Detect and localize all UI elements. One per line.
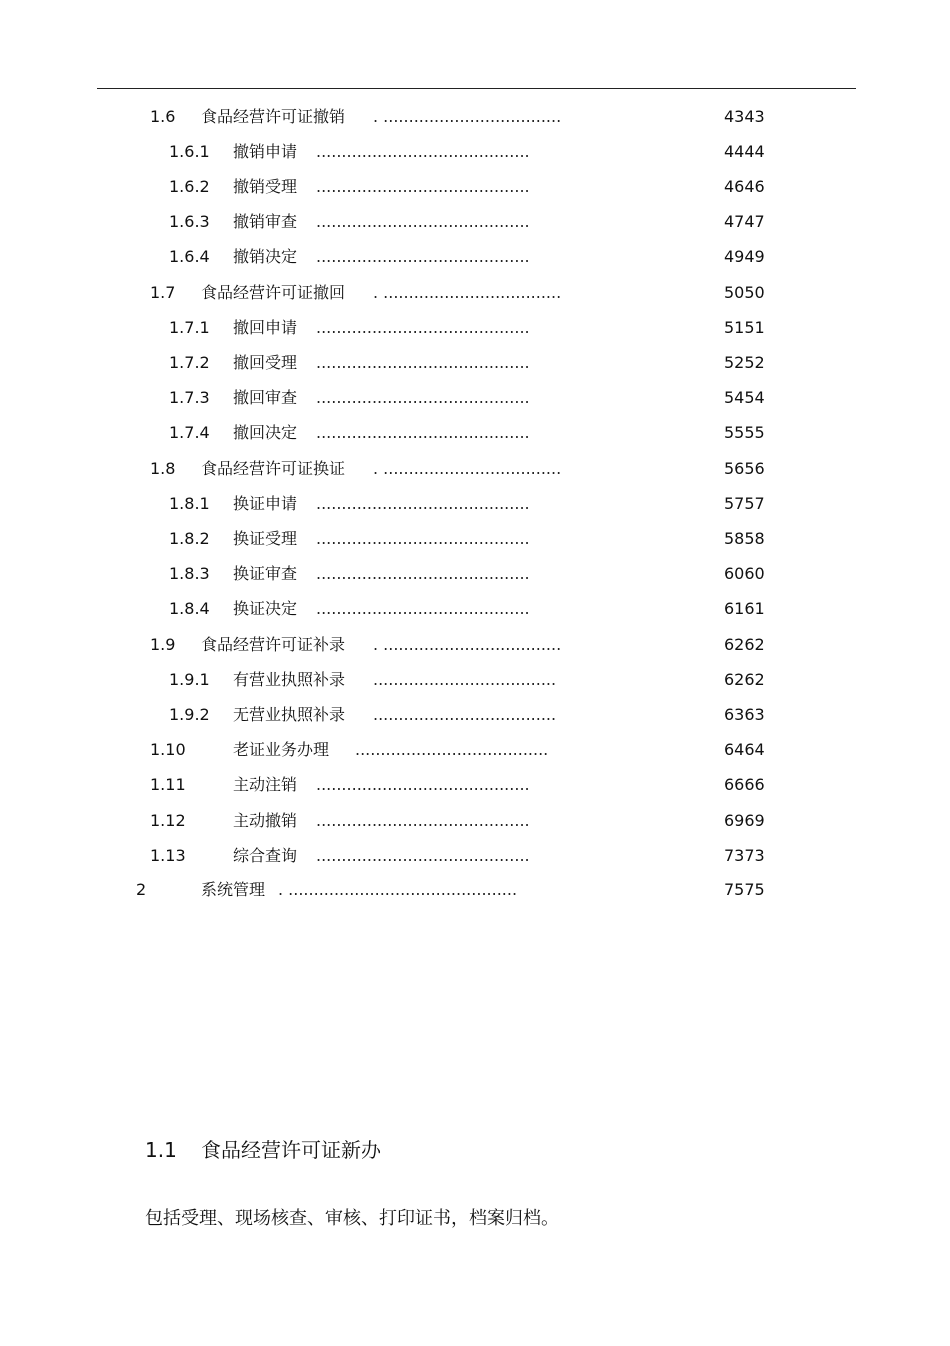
toc-page: 6363 <box>724 705 765 724</box>
toc-entry[interactable] <box>0 492 950 516</box>
toc-page: 6666 <box>724 775 765 794</box>
toc-number: 1.7.2 <box>169 353 210 372</box>
toc-entry[interactable] <box>0 386 950 410</box>
toc-page: 5151 <box>724 318 765 337</box>
toc-title: 换证决定 <box>233 599 298 618</box>
toc-title: 换证审查 <box>233 564 298 583</box>
toc-page: 7373 <box>724 846 765 865</box>
toc-leader: .......................................... <box>316 529 530 548</box>
toc-leader: .................................... <box>373 670 557 689</box>
toc-leader: . ................................... <box>373 283 562 302</box>
toc-leader: .......................................... <box>316 212 530 231</box>
toc-page: 5454 <box>724 388 765 407</box>
toc-title: 食品经营许可证撤回 <box>201 283 346 302</box>
toc-number: 1.6.2 <box>169 177 210 196</box>
toc-page: 4646 <box>724 177 765 196</box>
toc-page: 4949 <box>724 247 765 266</box>
toc-entry[interactable] <box>0 809 950 833</box>
toc-entry[interactable] <box>0 527 950 551</box>
toc-entry[interactable] <box>0 562 950 586</box>
section-title: 食品经营许可证新办 <box>201 1138 381 1162</box>
toc-number: 1.8.2 <box>169 529 210 548</box>
toc-number: 1.8.4 <box>169 599 210 618</box>
toc-title: 主动撤销 <box>233 811 298 830</box>
toc-entry[interactable] <box>0 457 950 481</box>
toc-page: 6969 <box>724 811 765 830</box>
toc-title: 食品经营许可证补录 <box>201 635 346 654</box>
toc-entry[interactable] <box>0 668 950 692</box>
toc-entry[interactable] <box>0 773 950 797</box>
toc-number: 1.6 <box>150 107 176 126</box>
toc-page: 6262 <box>724 670 765 689</box>
toc-title: 换证受理 <box>233 529 298 548</box>
toc-number: 1.6.1 <box>169 142 210 161</box>
toc-entry[interactable] <box>0 210 950 234</box>
toc-leader: .......................................... <box>316 775 530 794</box>
toc-page: 6161 <box>724 599 765 618</box>
toc-title: 撤回受理 <box>233 353 298 372</box>
toc-leader: .......................................... <box>316 247 530 266</box>
toc-page: 4444 <box>724 142 765 161</box>
toc-title: 撤销申请 <box>233 142 298 161</box>
toc-page: 4747 <box>724 212 765 231</box>
toc-number: 1.6.3 <box>169 212 210 231</box>
toc-title: 系统管理 <box>201 880 266 899</box>
toc-title: 撤回决定 <box>233 423 298 442</box>
toc-entry[interactable] <box>0 316 950 340</box>
toc-entry[interactable] <box>0 175 950 199</box>
toc-entry[interactable] <box>0 597 950 621</box>
toc-leader: .......................................... <box>316 494 530 513</box>
toc-number: 1.7.4 <box>169 423 210 442</box>
toc-number: 1.9.1 <box>169 670 210 689</box>
toc-leader: . ............................................. <box>278 880 518 899</box>
toc-page: 6262 <box>724 635 765 654</box>
toc-number: 1.12 <box>150 811 186 830</box>
toc-leader: .......................................... <box>316 388 530 407</box>
toc-leader: . ................................... <box>373 459 562 478</box>
toc-page: 6060 <box>724 564 765 583</box>
toc-leader: .......................................... <box>316 564 530 583</box>
toc-title: 有营业执照补录 <box>233 670 346 689</box>
toc-page: 5555 <box>724 423 765 442</box>
toc-entry[interactable] <box>0 844 950 868</box>
toc-page: 5050 <box>724 283 765 302</box>
toc-number: 1.8.1 <box>169 494 210 513</box>
section-heading <box>145 1136 381 1164</box>
toc-entry[interactable] <box>0 281 950 305</box>
toc-page: 7575 <box>724 880 765 899</box>
toc-entry[interactable] <box>0 421 950 445</box>
toc-leader: .......................................... <box>316 142 530 161</box>
toc-title: 撤销决定 <box>233 247 298 266</box>
toc-number: 2 <box>136 880 147 899</box>
toc-leader: .......................................... <box>316 846 530 865</box>
toc-number: 1.6.4 <box>169 247 210 266</box>
toc-number: 1.9 <box>150 635 176 654</box>
toc-entry[interactable] <box>0 105 950 129</box>
toc-page: 5757 <box>724 494 765 513</box>
toc-title: 无营业执照补录 <box>233 705 346 724</box>
toc-entry[interactable] <box>0 738 950 762</box>
toc-leader: . ................................... <box>373 635 562 654</box>
toc-entry[interactable] <box>0 633 950 657</box>
toc-page: 5656 <box>724 459 765 478</box>
toc-number: 1.11 <box>150 775 186 794</box>
toc-title: 食品经营许可证撤销 <box>201 107 346 126</box>
toc-leader: .................................... <box>373 705 557 724</box>
toc-number: 1.13 <box>150 846 186 865</box>
toc-entry[interactable] <box>0 351 950 375</box>
toc-number: 1.7 <box>150 283 176 302</box>
toc-leader: .......................................... <box>316 811 530 830</box>
toc-title: 综合查询 <box>233 846 298 865</box>
toc-entry[interactable] <box>0 140 950 164</box>
toc-page: 6464 <box>724 740 765 759</box>
toc-title: 撤回申请 <box>233 318 298 337</box>
toc-leader: .......................................... <box>316 599 530 618</box>
toc-title: 撤销审查 <box>233 212 298 231</box>
toc-title: 撤销受理 <box>233 177 298 196</box>
toc-title: 主动注销 <box>233 775 298 794</box>
toc-title: 撤回审查 <box>233 388 298 407</box>
toc-leader: .......................................... <box>316 353 530 372</box>
toc-number: 1.7.3 <box>169 388 210 407</box>
toc-number: 1.10 <box>150 740 186 759</box>
toc-page: 5858 <box>724 529 765 548</box>
toc-entry[interactable] <box>0 878 950 902</box>
toc-number: 1.8.3 <box>169 564 210 583</box>
toc-leader: ...................................... <box>355 740 549 759</box>
toc-title: 老证业务办理 <box>233 740 330 759</box>
toc-page: 4343 <box>724 107 765 126</box>
toc-leader: .......................................... <box>316 423 530 442</box>
toc-leader: .......................................... <box>316 177 530 196</box>
body-paragraph: 包括受理、现场核查、审核、打印证书，档案归档。 <box>145 1208 559 1229</box>
toc-entry[interactable] <box>0 245 950 269</box>
header-rule <box>97 88 856 89</box>
toc-entry[interactable] <box>0 703 950 727</box>
section-number: 1.1 <box>145 1138 177 1162</box>
toc-leader: .......................................... <box>316 318 530 337</box>
toc-title: 食品经营许可证换证 <box>201 459 346 478</box>
toc-number: 1.7.1 <box>169 318 210 337</box>
toc-number: 1.9.2 <box>169 705 210 724</box>
toc-page: 5252 <box>724 353 765 372</box>
toc-number: 1.8 <box>150 459 176 478</box>
toc-leader: . ................................... <box>373 107 562 126</box>
toc-title: 换证申请 <box>233 494 298 513</box>
